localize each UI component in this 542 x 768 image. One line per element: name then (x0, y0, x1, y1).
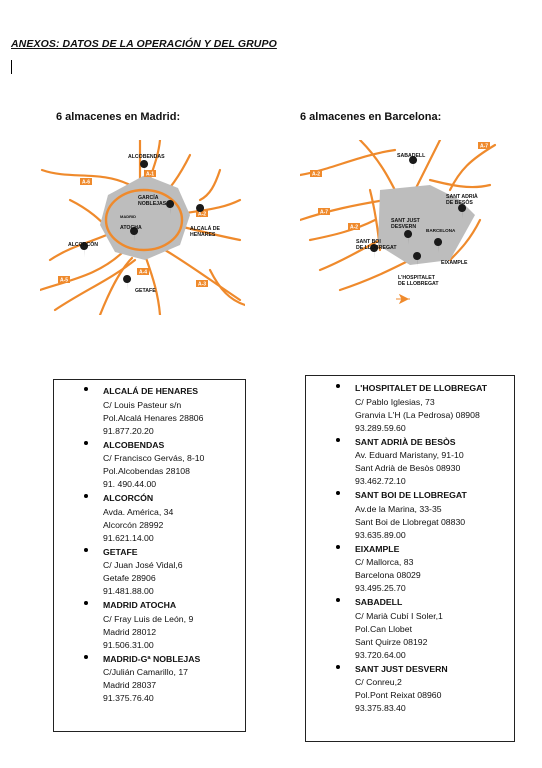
road-a7-ne: A-7 (480, 143, 489, 150)
bullet-icon (84, 655, 88, 659)
bullet-icon (336, 438, 340, 442)
barcelona-address-line: Sant Adrià de Besòs 08930 (355, 463, 461, 473)
madrid-address-line: Alcorcón 28992 (103, 519, 164, 530)
road-a7-w: A-7 (320, 209, 329, 216)
madrid-address-box (53, 379, 246, 732)
barcelona-address-line: 93.720.64.00 (355, 649, 406, 660)
label-atocha: ATOCHA (120, 225, 142, 231)
barcelona-address-line: Av. Eduard Maristany, 91-10 (355, 450, 464, 460)
barcelona-address-line: Barcelona 08029 (355, 570, 421, 580)
barcelona-warehouse-name: EIXAMPLE (355, 543, 400, 554)
barcelona-warehouse-name: SANT JUST DESVERN (355, 663, 448, 674)
barcelona-address-line: 93.462.72.10 (355, 476, 406, 486)
barcelona-entry (306, 662, 514, 716)
barcelona-address-line: 93.289.59.60 (355, 422, 406, 433)
madrid-map (40, 140, 245, 315)
label-alcobendas: ALCOBENDAS (128, 154, 165, 160)
label-sant-adria: SANT ADRIÀ DE BESÒS (446, 194, 478, 206)
barcelona-warehouse-name: SANT BOI DE LLOBREGAT (355, 490, 467, 500)
barcelona-address-line: 93.495.25.70 (355, 583, 406, 593)
madrid-address-line: Getafe 28906 (103, 573, 156, 583)
madrid-address-line: Madrid 28037 (103, 680, 157, 690)
madrid-warehouse-name: MADRID ATOCHA (103, 600, 177, 610)
label-sabadell: SABADELL (397, 153, 426, 159)
barcelona-address-line: C/ Mallorca, 83 (355, 557, 414, 567)
madrid-map-title: 6 almacenes en Madrid: (56, 111, 181, 123)
label-getafe: GETAFE (135, 288, 156, 294)
madrid-address-line: 91.621.14.00 (103, 532, 154, 543)
bullet-icon (84, 494, 88, 498)
bullet-icon (84, 601, 88, 605)
madrid-warehouse-name: GETAFE (103, 546, 138, 557)
madrid-address-line: C/ Francisco Gervás, 8-10 (103, 453, 205, 463)
bullet-icon (336, 545, 340, 549)
airplane-icon (396, 295, 410, 303)
barcelona-address-line: C/ Marià Cubí I Soler,1 (355, 610, 443, 621)
barcelona-warehouse-name: L'HOSPITALET DE LLOBREGAT (355, 383, 488, 393)
madrid-warehouse-name: ALCOBENDAS (103, 439, 165, 450)
page-title: ANEXOS: DATOS DE LA OPERACIÓN Y DEL GRUPO (11, 38, 277, 50)
barcelona-entry (306, 542, 514, 596)
bullet-icon (336, 665, 340, 669)
label-alcala: ALCALÁ DE HENARES (190, 226, 220, 238)
bullet-icon (336, 491, 340, 495)
madrid-address-line: Pol.Alcobendas 28108 (103, 466, 190, 476)
label-sant-just: SANT JUST DESVERN (391, 218, 420, 230)
barcelona-warehouse-name: SABADELL (355, 597, 403, 607)
madrid-address-line: 91. 490.44.00 (103, 479, 157, 489)
madrid-address-line: C/ Juan José Vidal,6 (103, 560, 183, 570)
barcelona-entry (306, 595, 514, 662)
madrid-entry (54, 438, 245, 492)
road-a1: A-1 (146, 171, 155, 178)
madrid-address-line: C/ Fray Luis de León, 9 (103, 613, 194, 624)
road-a6: A-6 (82, 179, 91, 186)
text-cursor (11, 60, 12, 74)
bullet-icon (84, 387, 88, 391)
bullet-icon (336, 384, 340, 388)
label-alcorcon: ALCORCÓN (68, 242, 98, 248)
madrid-address-list (54, 384, 245, 705)
label-garcia: GARCÍA NOBLEJAS (138, 195, 167, 207)
road-a5: A-5 (60, 277, 69, 284)
madrid-address-line: 91.481.88.00 (103, 586, 154, 596)
madrid-entry (54, 491, 245, 545)
bullet-icon (336, 598, 340, 602)
road-a2: A-2 (198, 211, 207, 218)
barcelona-address-line: Av.de la Marina, 33-35 (355, 503, 442, 514)
barcelona-address-box (305, 375, 515, 742)
madrid-entry (54, 652, 245, 706)
barcelona-address-line: C/ Conreu,2 (355, 677, 402, 687)
barcelona-entry (306, 435, 514, 489)
label-sant-boi: SANT BOI DE LLOBREGAT (356, 239, 397, 251)
madrid-entry (54, 384, 245, 438)
road-a2-sw: A-2 (350, 224, 359, 231)
barcelona-entry (306, 381, 514, 435)
barcelona-address-line: 93.375.83.40 (355, 703, 406, 713)
road-a4: A-4 (139, 269, 148, 276)
madrid-address-line: 91.506.31.00 (103, 639, 154, 650)
barcelona-address-line: Sant Boi de Llobregat 08830 (355, 516, 466, 527)
bullet-icon (84, 548, 88, 552)
madrid-warehouse-name: ALCALÁ DE HENARES (103, 386, 199, 396)
madrid-address-line: C/ Louis Pasteur s/n (103, 399, 182, 410)
label-madrid: MADRID (120, 214, 136, 219)
madrid-entry (54, 598, 245, 652)
barcelona-address-line: Granvia L'H (La Pedrosa) 08908 (355, 409, 480, 420)
madrid-address-line: 91.877.20.20 (103, 425, 154, 436)
barcelona-address-line: Sant Quirze 08192 (355, 636, 428, 647)
barcelona-map-title: 6 almacenes en Barcelona: (300, 111, 442, 123)
madrid-warehouse-name: ALCORCÓN (103, 493, 154, 503)
pin-getafe (123, 275, 131, 290)
road-a2-w: A-2 (312, 171, 321, 178)
barcelona-address-line: Pol.Pont Reixat 08960 (355, 690, 442, 700)
barcelona-address-list (306, 381, 514, 715)
madrid-address-line: Pol.Alcalá Henares 28806 (103, 412, 204, 423)
barcelona-address-line: 93.635.89.00 (355, 529, 406, 540)
madrid-address-line: C/Julián Camarillo, 17 (103, 667, 188, 677)
label-eixample: EIXAMPLE (441, 260, 468, 266)
madrid-warehouse-name: MADRID-Gª NOBLEJAS (103, 653, 201, 664)
barcelona-warehouse-name: SANT ADRIÀ DE BESÒS (355, 436, 456, 447)
bullet-icon (84, 441, 88, 445)
madrid-address-line: 91.375.76.40 (103, 693, 154, 703)
label-barcelona: BARCELONA (426, 228, 456, 233)
barcelona-entry (306, 488, 514, 542)
madrid-entry (54, 545, 245, 599)
madrid-address-line: Avda. América, 34 (103, 506, 174, 517)
madrid-address-line: Madrid 28012 (103, 626, 157, 637)
road-a3: A-3 (198, 281, 207, 288)
label-hospitalet: L'HOSPITALET DE LLOBREGAT (398, 275, 439, 287)
barcelona-address-line: C/ Pablo Iglesias, 73 (355, 396, 435, 407)
barcelona-address-line: Pol.Can Llobet (355, 623, 412, 634)
barcelona-map (300, 140, 505, 315)
